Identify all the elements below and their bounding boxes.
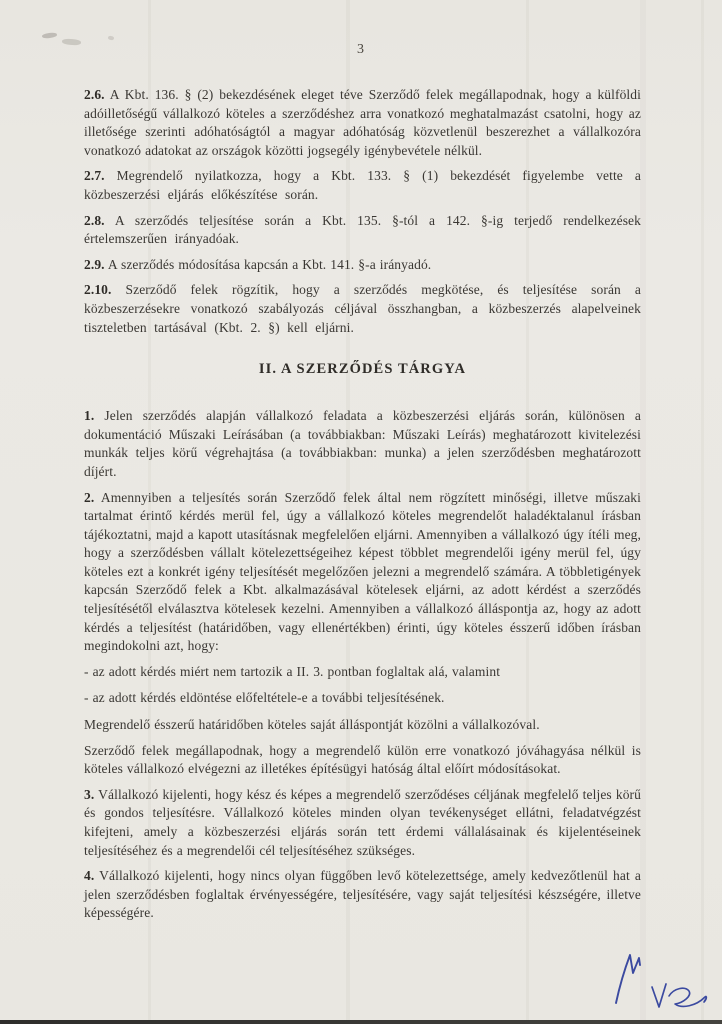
point-text: Vállalkozó kijelenti, hogy kész és képes a megrendelő szerződéses céljának megfelelő teljes körű és gondos teljesítésre. Vállalkozó köteles minden olyan tevékenységet ellátni, feladatvégzést kifejteni, amely a közbeszerzési eljárás során tett érdemi vállalásainak és kijelentéseinek teljesítéséhez és a megrendelői cél teljesítéséhez szükséges. xyxy=(84,786,641,858)
body-point-1 xyxy=(84,407,641,481)
section-heading: II. A SZERZŐDÉS TÁRGYA xyxy=(258,361,467,378)
point-number: 4. xyxy=(84,868,95,884)
document-content xyxy=(84,86,641,930)
dash-item-1 xyxy=(84,663,641,682)
point-text: Vállalkozó kijelenti, hogy nincs olyan függőben levő kötelezettsége, amely kedvezőtlenül hat a jelen szerződésben foglaltak érvényességére, teljesítésére, vagy saját teljesítési készségére, illetve képességére. xyxy=(84,868,641,921)
dash-item-text: - az adott kérdés eldöntése előfeltétele-e a további teljesítésének. xyxy=(84,690,445,706)
clause-2-6 xyxy=(84,86,641,160)
handwritten-initials xyxy=(608,945,718,1023)
clause-text: A Kbt. 136. § (2) bekezdésének eleget téve Szerződő felek megállapodnak, hogy a külföldi adóilletőségű vállalkozó köteles a szerződéshez arra vonatkozó meghatalmazást csatolni, hogy az illetősége szerinti adóhatóságtól a magyar adóhatóság közvetlenül beszerezhet a vállalkozóra vonatkozó adatokat az országok közötti jogsegély igénybevétele nélkül. xyxy=(84,87,641,158)
body-point-2 xyxy=(84,489,641,656)
dash-item-2 xyxy=(84,689,641,708)
clause-number: 2.10. xyxy=(84,282,112,298)
clause-2-10 xyxy=(84,281,641,337)
clause-number: 2.8. xyxy=(84,212,105,228)
clause-number: 2.7. xyxy=(84,168,105,184)
pencil-smudge xyxy=(42,32,57,39)
pencil-smudge xyxy=(108,36,115,41)
clause-text: Szerződő felek rögzítik, hogy a szerződés megkötése, és teljesítése során a közbeszerzésekre vonatkozó szabályozás céljával összhangban, a közbeszerzés alapelveinek tiszteletben tartásával (Kbt. 2. §) kell eljárni. xyxy=(84,282,641,335)
page-number: 3 xyxy=(357,42,365,57)
clause-2-7 xyxy=(84,167,641,204)
point-text: Jelen szerződés alapján vállalkozó feladata a közbeszerzési eljárás során, különösen a dokumentáció Műszaki Leírásában (a továbbiakban: Műszaki Leírás) meghatározott kivitelezési munkák teljes körű végrehajtása (a továbbiakban: munka) a jelen szerződésben meghatározott díjért. xyxy=(84,408,641,479)
initials-mark-right xyxy=(652,984,666,1007)
initials-mark-left xyxy=(616,955,640,1003)
point-number: 3. xyxy=(84,786,95,802)
body-note-megrendelo xyxy=(84,716,641,735)
clause-2-8 xyxy=(84,212,641,249)
scan-bottom-edge xyxy=(0,1020,722,1024)
clause-text: Megrendelő nyilatkozza, hogy a Kbt. 133. § (1) bekezdését figyelembe vette a közbeszerzési eljárás előkészítése során. xyxy=(84,168,641,202)
initials-mark-right-flourish xyxy=(669,988,706,1006)
clause-text: A szerződés módosítása kapcsán a Kbt. 141. §-a irányadó. xyxy=(107,256,432,272)
body-point-4 xyxy=(84,867,641,923)
clause-number: 2.6. xyxy=(84,87,105,102)
body-note-szerzodo-felek xyxy=(84,742,641,779)
clause-2-9 xyxy=(84,256,641,275)
scan-streak xyxy=(701,0,704,1024)
clause-number: 2.9. xyxy=(84,256,105,272)
body-point-3 xyxy=(84,786,641,860)
dash-item-text: - az adott kérdés miért nem tartozik a II. 3. pontban foglaltak alá, valamint xyxy=(84,663,501,679)
note-text: Megrendelő ésszerű határidőben köteles saját álláspontját közölni a vállalkozóval. xyxy=(84,717,540,733)
point-text: Amennyiben a teljesítés során Szerződő felek által nem rögzített minőségi, illetve műszaki tartalmat érintő kérdés merül fel, úgy a vállalkozó köteles megrendelőt haladéktalanul írásban tájékoztatni, majd a kapott utasításnak megfelelően eljárni. Amennyiben a vállalkozó úgy ítéli meg, hogy a szerződésben vállalt kötelezettségeihez képest többlet megrendelői igény merül fel, úgy köteles ezt a konkrét igény teljesítését megelőzően jelezni a megrendelő számára. A többletigények kapcsán Szerződő felek a Kbt. alkalmazásával kötelesek eljárni, az adott kérdést a szerződés teljesítésétől elválasztva kötelesek kezelni. Amennyiben a vállalkozó álláspontja az, hogy az adott kérdés a teljesítést (határidőben, vagy ellenértékben) érinti, úgy köteles ésszerű időben írásban megindokolni azt, hogy: xyxy=(84,489,641,654)
clause-text: A szerződés teljesítése során a Kbt. 135. §-tól a 142. §-ig terjedő rendelkezések értelemszerűen irányadóak. xyxy=(84,212,641,247)
point-number: 2. xyxy=(84,489,95,505)
note-text: Szerződő felek megállapodnak, hogy a megrendelő külön erre vonatkozó jóváhagyása nélkül is köteles vállalkozó elvégezni az illetékes építésügyi hatóság által előírt módosításokat. xyxy=(84,742,641,777)
point-number: 1. xyxy=(84,408,95,424)
